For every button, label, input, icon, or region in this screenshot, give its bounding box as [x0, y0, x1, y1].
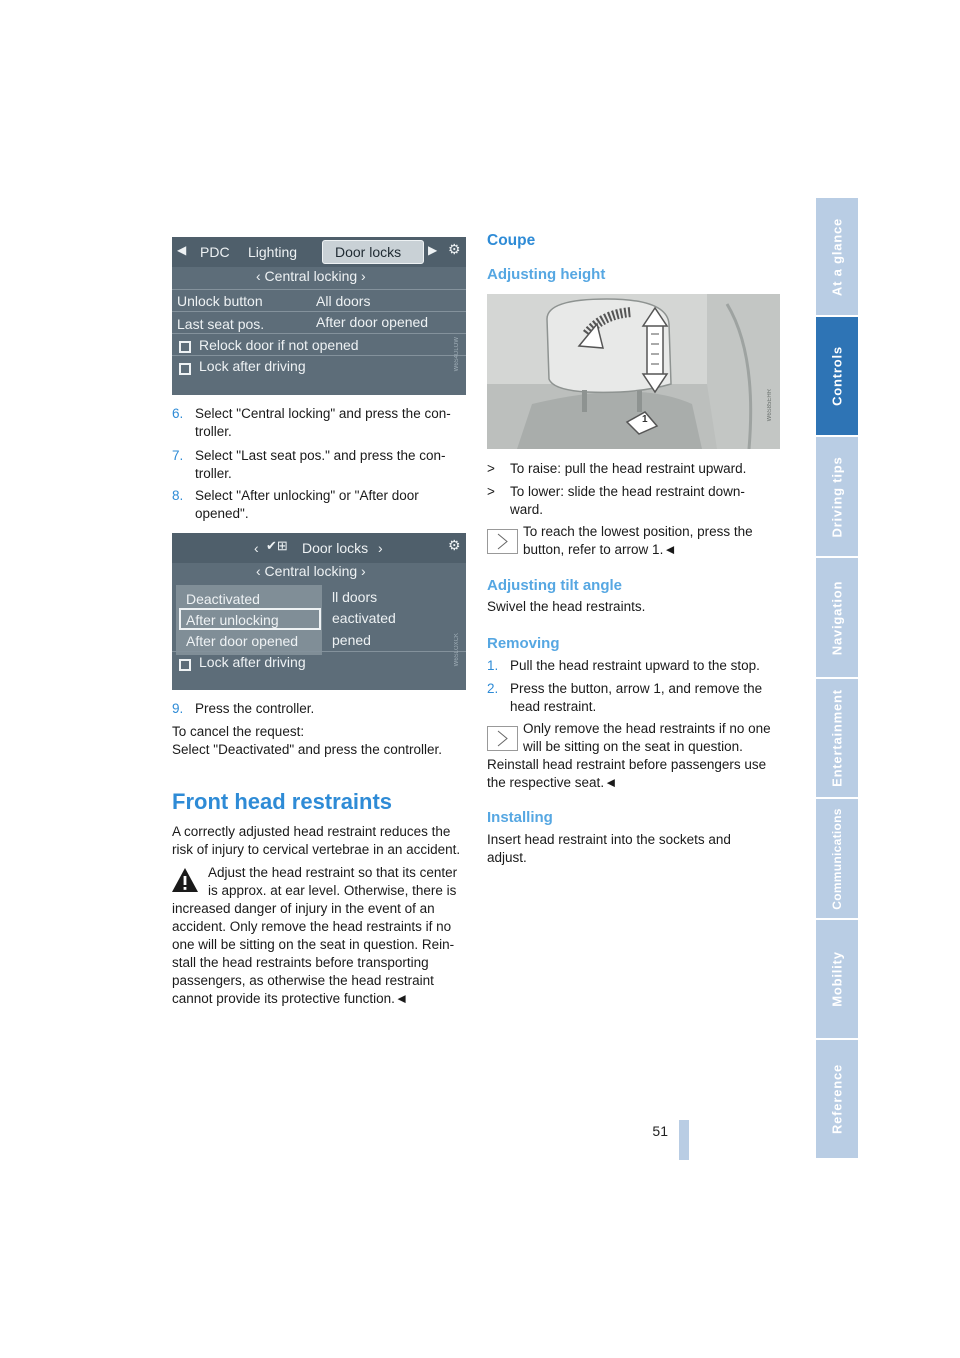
note2-line2: will be sitting on the seat in question.	[523, 739, 743, 754]
screen-item-deactivated-partial: eactivated	[332, 610, 396, 626]
bullet-lower-marker: >	[487, 484, 495, 499]
tab-controls[interactable]: Controls	[816, 317, 858, 437]
image-id: W6S85EHR	[767, 389, 773, 422]
head-restraint-illustration	[487, 294, 780, 449]
screen-menu-title: ‹ Central locking ›	[256, 563, 366, 579]
bullet-raise-marker: >	[487, 461, 495, 476]
note1-line1: To reach the lowest position, press the	[523, 524, 753, 539]
removing-step-1-num: 1.	[487, 658, 499, 673]
removing-step-2-line2: head restraint.	[510, 699, 597, 714]
heading-removing: Removing	[487, 635, 560, 652]
door-lock-car-icon: ✔⊞	[266, 538, 288, 553]
warning-line3: increased danger of injury in the event of an	[172, 901, 435, 916]
screen-menu-title: ‹ Central locking ›	[256, 268, 366, 284]
screen-item-opened-partial: pened	[332, 632, 371, 648]
screen-tab-lighting: Lighting	[248, 244, 298, 260]
tilt-text: Swivel the head restraints.	[487, 599, 646, 614]
cancel-request-line1: To cancel the request:	[172, 724, 305, 739]
screen-header-door-locks: Door locks	[302, 540, 369, 556]
page-marker	[679, 1120, 689, 1160]
tab-driving-tips[interactable]: Driving tips	[816, 437, 858, 558]
tab-mobility[interactable]: Mobility	[816, 920, 858, 1040]
screen-item-all-doors: All doors	[316, 293, 371, 309]
screen-option-after-unlocking: After unlocking	[186, 612, 279, 628]
note2-line1: Only remove the head restraints if no one	[523, 721, 771, 736]
heading-adjusting-tilt-angle: Adjusting tilt angle	[487, 577, 622, 594]
intro-line2: risk of injury to cervical vertebrae in an accident.	[172, 842, 461, 857]
screen-header-right-arrow: ›	[378, 540, 383, 556]
step-7-text: Select "Last seat pos." and press the con- troller.	[195, 448, 446, 481]
screen-checkbox-lock-after-driving: Lock after driving	[199, 358, 306, 374]
step-8: 8.	[172, 488, 184, 503]
screen-item-last-seat-pos: Last seat pos.	[177, 316, 265, 332]
step-9-text: Press the controller.	[195, 701, 315, 716]
idrive-screen-door-locks	[172, 237, 466, 395]
warning-line6: stall the head restraints before transporting	[172, 955, 429, 970]
screen-option-deactivated: Deactivated	[186, 591, 260, 607]
idrive-screen-central-locking	[172, 533, 466, 690]
note-icon	[487, 726, 518, 751]
step-8-text: Select "After unlocking" or "After door opened".	[195, 488, 419, 521]
warning-line2: is approx. at ear level. Otherwise, there is	[208, 883, 457, 898]
checkbox-icon	[179, 341, 191, 353]
intro-line1: A correctly adjusted head restraint reduces the	[172, 824, 451, 839]
heading-front-head-restraints: Front head restraints	[172, 789, 393, 814]
installing-line2: adjust.	[487, 850, 527, 865]
tab-reference[interactable]: Reference	[816, 1040, 858, 1160]
removing-step-2-line1: Press the button, arrow 1, and remove the	[510, 681, 763, 696]
tab-entertainment[interactable]: Entertainment	[816, 679, 858, 799]
checkbox-icon	[179, 659, 191, 671]
screen-tab-door-locks: Door locks	[335, 244, 402, 260]
removing-step-2-num: 2.	[487, 681, 499, 696]
note-icon	[487, 529, 518, 554]
settings-icon: ⚙	[448, 537, 461, 553]
warning-line7: passengers, as otherwise the head restraint	[172, 973, 434, 988]
screen-item-all-doors-partial: ll doors	[332, 589, 378, 605]
removing-step-1: Pull the head restraint upward to the stop.	[510, 658, 760, 673]
installing-line1: Insert head restraint into the sockets and	[487, 832, 731, 847]
cancel-request-line2: Select "Deactivated" and press the controller.	[172, 742, 442, 757]
heading-installing: Installing	[487, 809, 553, 826]
warning-line4: accident. Only remove the head restraints if no	[172, 919, 452, 934]
screen-item-after-door-opened: After door opened	[316, 314, 429, 330]
step-6-text: Select "Central locking" and press the con- troller.	[195, 406, 451, 439]
screen-option-after-door-opened: After door opened	[186, 633, 299, 649]
page-number: 51	[652, 1123, 668, 1139]
note2-line4: the respective seat.◄	[487, 775, 618, 790]
warning-line1: Adjust the head restraint so that its center	[208, 865, 458, 880]
heading-adjusting-height: Adjusting height	[487, 266, 606, 283]
settings-icon: ⚙	[448, 241, 461, 257]
note2-line3: Reinstall head restraint before passengers use	[487, 757, 767, 772]
screen-checkbox-relock: Relock door if not opened	[199, 337, 359, 353]
heading-coupe: Coupe	[487, 232, 536, 249]
screen-item-unlock-button: Unlock button	[177, 293, 263, 309]
tab-communications[interactable]: Communications	[816, 799, 858, 920]
right-arrow-icon: ▶	[428, 243, 438, 257]
section-tabs	[816, 198, 858, 1160]
checkbox-icon	[179, 363, 191, 375]
step-7: 7.	[172, 448, 184, 463]
screen-checkbox-lock-after-driving: Lock after driving	[199, 654, 306, 670]
tab-at-a-glance[interactable]: At a glance	[816, 198, 858, 317]
bullet-lower-line1: To lower: slide the head restraint down-	[510, 484, 745, 499]
warning-triangle-icon	[170, 866, 200, 894]
warning-line5: one will be sitting on the seat in question. Rein-	[172, 937, 455, 952]
note1-line2: button, refer to arrow 1.◄	[523, 542, 677, 557]
bullet-raise: To raise: pull the head restraint upward.	[510, 461, 747, 476]
screen-header-left-arrow: ‹	[254, 540, 259, 556]
photo-arrow-label: 1	[642, 414, 648, 425]
left-arrow-icon: ◀	[177, 243, 187, 257]
bullet-lower-line2: ward.	[510, 502, 544, 517]
step-6: 6.	[172, 406, 184, 421]
warning-line8: cannot provide its protective function.◄	[172, 991, 409, 1006]
image-id: W6SLOXCK	[454, 633, 460, 667]
head-restraint-photo	[487, 294, 780, 449]
screen-tab-pdc: PDC	[200, 244, 230, 260]
tab-navigation[interactable]: Navigation	[816, 558, 858, 679]
image-id: W6S4DLOW	[454, 337, 460, 372]
step-9: 9.	[172, 701, 184, 716]
